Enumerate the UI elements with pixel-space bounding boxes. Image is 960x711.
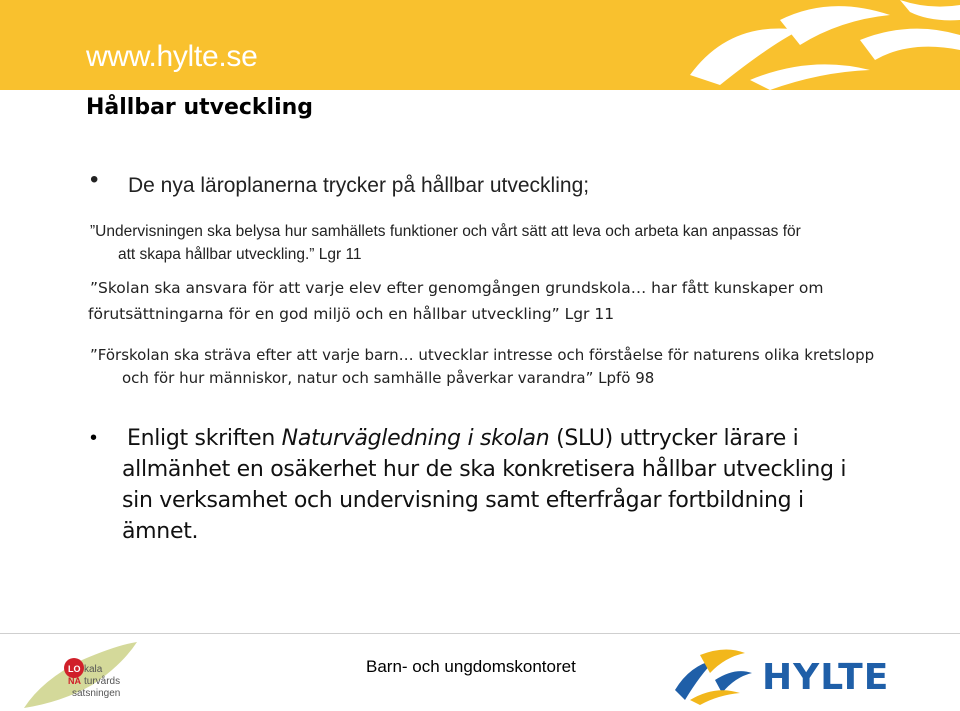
bullet-paragraph <box>122 423 882 547</box>
bullet-text-line: ämnet. <box>122 519 199 544</box>
quote-line: och för hur människor, natur och samhälle påverkar varandra” Lpfö 98 <box>122 369 655 387</box>
quote-line: ”Skolan ska ansvara för att varje elev efter genomgången grundskola… har fått kunskaper om <box>90 279 824 297</box>
bullet-icon: • <box>90 166 99 193</box>
bullet-text-line: allmänhet en osäkerhet hur de ska konkretisera hållbar utveckling i <box>122 457 847 482</box>
bullet-text-line: sin verksamhet och undervisning samt efterfrågar fortbildning i <box>122 488 804 513</box>
footer-department: Barn- och ungdomskontoret <box>366 657 576 676</box>
page-title: Hållbar utveckling <box>86 95 314 120</box>
publication-title: Naturvägledning i skolan <box>281 426 550 451</box>
footer-divider <box>0 633 960 634</box>
quote-line: ”Förskolan ska sträva efter att varje barn… utvecklar intresse och förståelse för naturens olika kretslopp <box>90 346 875 364</box>
bullet-text-post: (SLU) uttrycker lärare i <box>549 426 799 451</box>
lona-satsningen-text: satsningen <box>72 688 121 699</box>
hylte-swirl-icon <box>675 649 752 705</box>
quote-lgr11-1 <box>90 220 880 266</box>
lona-logo <box>22 640 142 710</box>
quote-line: att skapa hållbar utveckling.” Lgr 11 <box>118 246 362 263</box>
lona-kala-text: kala <box>84 664 103 675</box>
lona-turvards-text: turvårds <box>84 676 121 687</box>
hylte-wordmark: HYLTE <box>762 657 890 698</box>
quote-lpfo98 <box>90 344 880 390</box>
lona-na-text: NA <box>68 676 81 686</box>
hylte-swirl-logo-icon <box>660 0 960 90</box>
hylte-logo <box>670 645 910 705</box>
quote-line: ”Undervisningen ska belysa hur samhällets funktioner och vårt sätt att leva och arbeta kan anpassas för <box>90 223 801 240</box>
lona-lo-text: LO <box>68 664 81 674</box>
bullet-text-pre: Enligt skriften <box>127 426 282 451</box>
quote-line: förutsättningarna för en god miljö och en hållbar utveckling” Lgr 11 <box>88 305 615 323</box>
bullet-text: De nya läroplanerna trycker på hållbar utveckling; <box>128 174 590 197</box>
bullet-icon: • <box>90 427 98 449</box>
site-url: www.hylte.se <box>86 40 258 73</box>
quote-lgr11-2 <box>90 279 880 323</box>
